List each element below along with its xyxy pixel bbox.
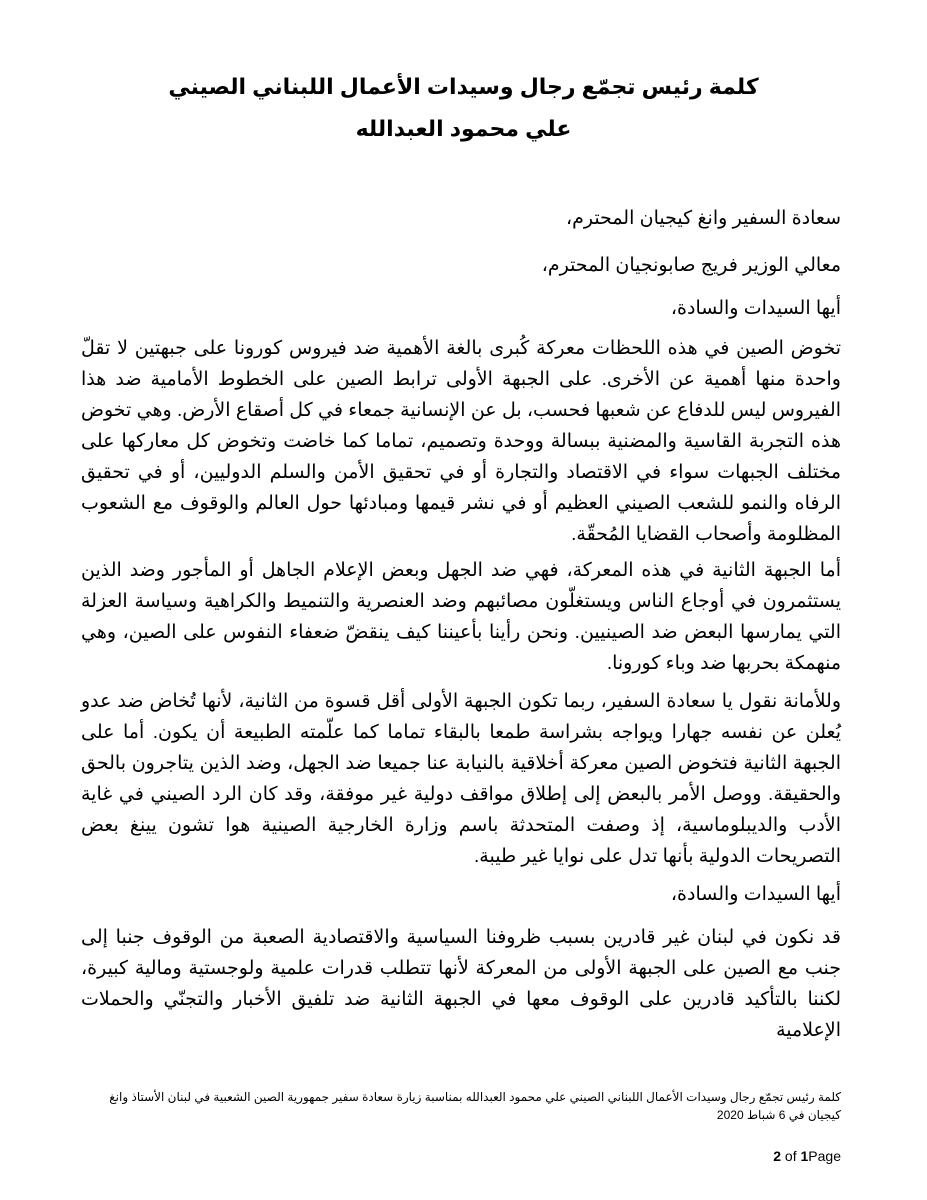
paragraph-first-front: تخوض الصين في هذه اللحظات معركة كُبرى بالغة الأهمية ضد فيروس كورونا على جبهتين لا تقلّ واحدة منها أهمية عن الأخرى. على الجبهة الأولى ترابط الصين على الخطوط الأمامية ضد هذا الفيروس ليس للدفاع عن شعبها فحسب، بل عن الإنسانية جمعاء في كل أصقاع الأرض. وهي تخوض هذه التجربة القاسية والمضنية ببسالة ووحدة وتصميم، تماما كما خاضت وتخوض كل معاركها على مختلف الجبهات سواء في الاقتصاد والتجارة أو في تحقيق الأمن والسلم الدوليين، أو في تحقيق الرفاه والنمو للشعب الصيني العظيم أو في نشر قيمها ومبادئها حول العالم والوقوف مع الشعوب المظلومة وأصحاب القضايا المُحقّة. bbox=[81, 338, 841, 545]
speaker-name: علي محمود العبدالله bbox=[355, 116, 572, 141]
paragraph-second-front: أما الجبهة الثانية في هذه المعركة، فهي ضد الجهل وبعض الإعلام الجاهل أو المأجور وضد الذين يستثمرون في أوجاع الناس ويستغلّون مصائبهم وضد العنصرية والتنميط والكراهية وسياسة العزلة التي يمارسها البعض ضد الصينيين. ونحن رأينا بأعيننا كيف ينقضّ ضعفاء النفوس على الصين، وهي منهمكة بحربها ضد وباء كورونا. bbox=[81, 560, 841, 674]
page-current: 2 bbox=[773, 1148, 782, 1164]
salutation-ambassador: سعادة السفير وانغ كيجيان المحترم، bbox=[565, 208, 841, 229]
salutation-audience: أيها السيدات والسادة، bbox=[670, 298, 841, 319]
salutation-minister: معالي الوزير فريج صابونجيان المحترم، bbox=[541, 255, 841, 276]
page-total: 1 bbox=[800, 1148, 809, 1164]
salutation-audience-2: أيها السيدات والسادة، bbox=[670, 884, 841, 905]
paragraph-lebanon: قد نكون في لبنان غير قادرين بسبب ظروفنا السياسية والاقتصادية الصعبة من الوقوف جنبا إلى جنب مع الصين على الجبهة الأولى من المعركة لأنها تتطلب قدرات علمية ولوجستية ومالية كبيرة، لكننا بالتأكيد قادرين على الوقوف معها في الجبهة الثانية ضد تلفيق الأخبار والتجنّي والحملات الإعلامية bbox=[81, 927, 841, 1041]
page-label: Page bbox=[808, 1148, 841, 1164]
document-title: كلمة رئيس تجمّع رجال وسيدات الأعمال اللبناني الصيني bbox=[168, 74, 759, 99]
footer-note: كلمة رئيس تجمّع رجال وسيدات الأعمال اللبناني الصيني علي محمود العبدالله بمناسبة زيارة سعادة سفير جمهورية الصين الشعبية في لبنان الأستاذ وانغ كيجيان في 6 شباط 2020 bbox=[109, 1090, 841, 1122]
paragraph-honesty: وللأمانة نقول يا سعادة السفير، ربما تكون الجبهة الأولى أقل قسوة من الثانية، لأنها تُخاض ضد عدو يُعلن عن نفسه جهارا ويواجه بشراسة طمعا بالبقاء تماما كما علّمته الطبيعة أن يكون. أما على الجبهة الثانية فتخوض الصين معركة أخلاقية بالنيابة عنا جميعا ضد الجهل، وضد الذين يتاجرون بالحق والحقيقة. ووصل الأمر بالبعض إلى إطلاق مواقف دولية غير موفقة، وقد كان الرد الصيني في غاية الأدب والديبلوماسية، إذ وصفت المتحدثة باسم وزارة الخارجية الصينية هوا تشون يينغ بعض التصريحات الدولية بأنها تدل على نوايا غير طيبة. bbox=[81, 691, 841, 867]
page-number bbox=[773, 1148, 841, 1164]
page-of-label: of bbox=[781, 1148, 801, 1164]
